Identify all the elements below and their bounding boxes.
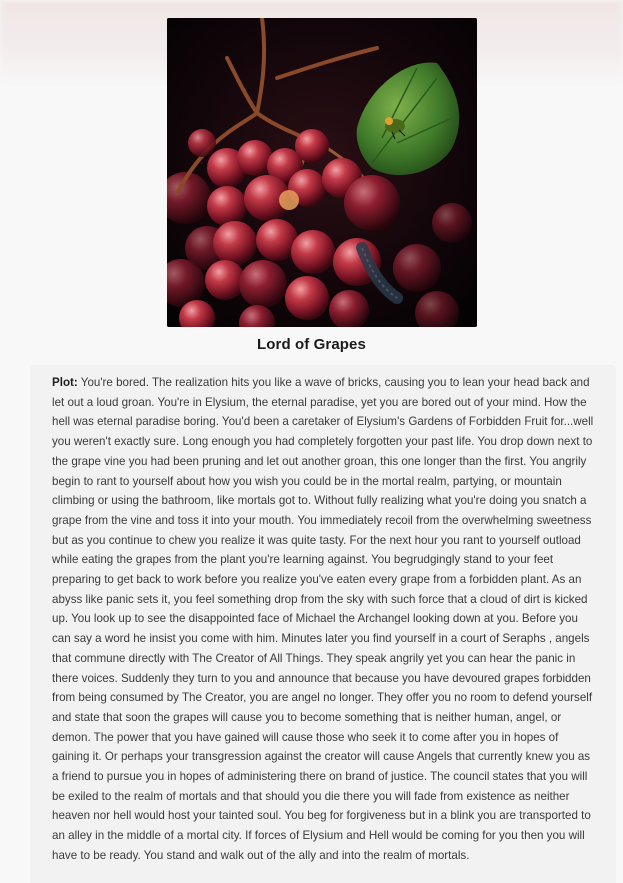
grape-cluster-with-beetle-image xyxy=(167,18,477,327)
character-cover-image[interactable] xyxy=(167,18,477,327)
character-title: Lord of Grapes xyxy=(257,336,366,353)
plot-description xyxy=(52,373,596,866)
plot-body: You're bored. The realization hits you like a wave of bricks, causing you to lean your head back and let out a loud groan. You're in Elysium, the eternal paradise, yet you are bored out of your mind. How the hell was eternal paradise boring. You'd been a caretaker of Elysium's Gardens of Forbidden Fruit for...well you weren't exactly sure. Long enough you had completely forgotten your past life. You drop down next to the grape vine you had been pruning and let out another groan, this one longer than the first. You angrily begin to rant to yourself about how you wish you could be in the mortal realm, partying, or mountain climbing or using the bathroom, like mortals got to. Without fully realizing what you're doing you snatch a grape from the vine and toss it into your mouth. You immediately recoil from the overwhelming sweetness but as you continue to chew you realize it was quite tasty. For the next hour you rant to yourself outload while eating the grapes from the plant you're learning against. You begrudgingly stand to your feet preparing to get back to work before you realize you've eaten every grape from a forbidden plant. As an abyss like panic sets it, you feel something drop from the sky with such force that a cloud of dirt is kicked up. You look up to see the disappointed face of Michael the Archangel looking down at you. Before you can say a word he insist you come with him. Minutes later you find yourself in a court of Seraphs , angels that commune directly with The Creator of All Things. They speak angrily yet you can hear the panic in there voices. Suddenly they turn to you and announce that because you have devoured grapes forbidden from being consumed by The Creator, you are angel no longer. They offer you no room to defend yourself and state that soon the grapes will cause you to become something that is neither human, angel, or demon. The power that you have gained will cause those who seek it to come after you in hopes of gaining it. Or perhaps your transgression against the creator will cause Angels that currently knew you as a friend to pursue you in hopes of administering there on brand of justice. The council states that you will be exiled to the realm of mortals and that should you die there you will fade from existence as neither heaven nor hell would host your tainted soul. You beg for forgiveness but in a blink you are transported to an alley in the middle of a mortal city. If forces of Elysium and Hell would be coming for you then you will have to be ready. You stand and walk out of the ally and into the realm of mortals. xyxy=(52,376,594,862)
plot-label: Plot: xyxy=(52,376,78,389)
